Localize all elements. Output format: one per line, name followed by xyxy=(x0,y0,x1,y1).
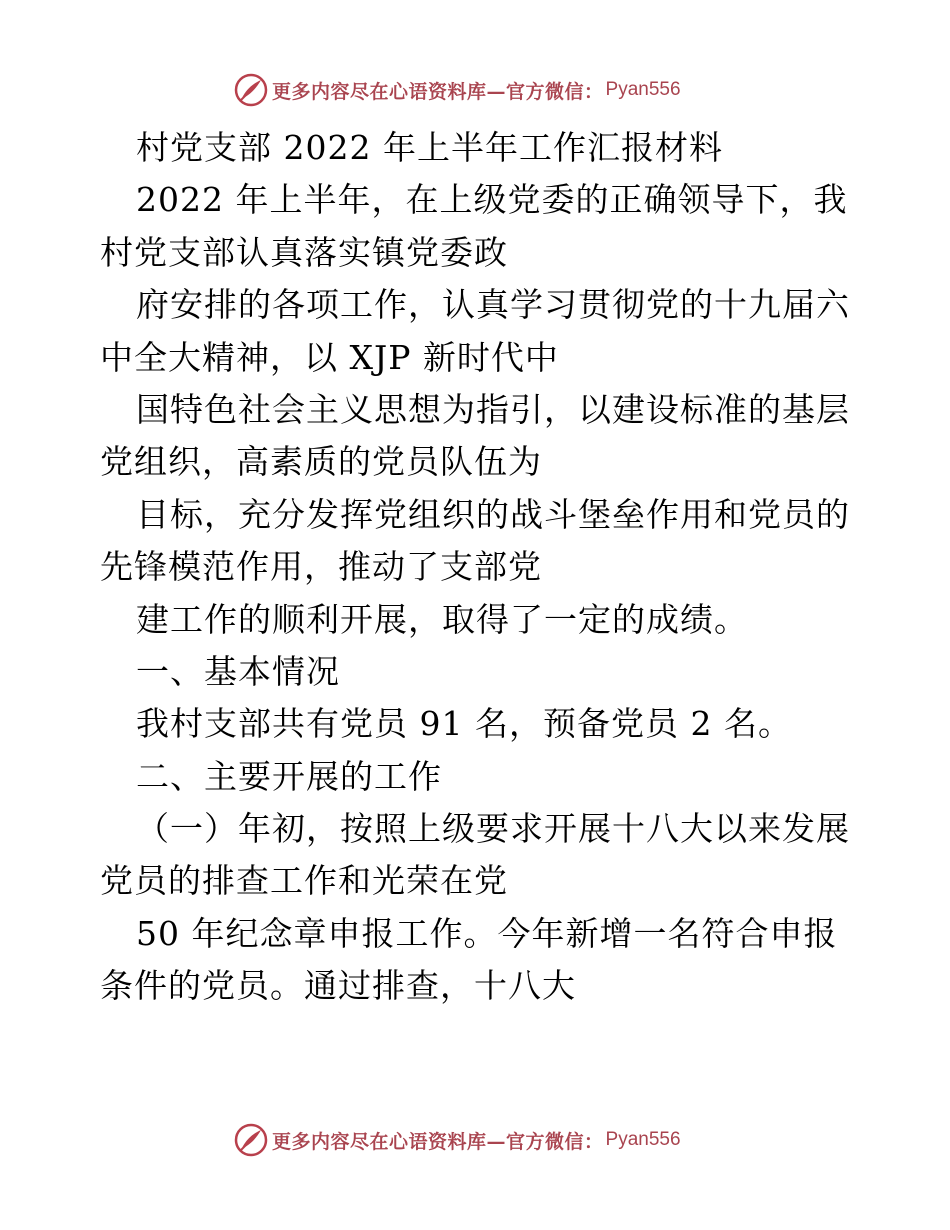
document-body xyxy=(100,122,860,1013)
text-line: 我村支部共有党员 91 名，预备党员 2 名。 xyxy=(136,704,792,744)
text-line: （一）年初，按照上级要求开展十八大以来发展 xyxy=(136,809,850,849)
text-line: 村党支部认真落实镇党委政 xyxy=(100,232,508,272)
quill-pen-logo-icon xyxy=(234,73,268,107)
watermark-text: 更多内容尽在心语资料库—官方微信： xyxy=(272,80,604,103)
watermark-text: 更多内容尽在心语资料库—官方微信： xyxy=(272,1130,604,1153)
watermark-wechat-id: Pyan556 xyxy=(605,1129,681,1150)
text-line: 一、基本情况 xyxy=(136,651,340,691)
text-line: 目标，充分发挥党组织的战斗堡垒作用和党员的 xyxy=(136,494,850,534)
text-line: 村党支部 2022 年上半年工作汇报材料 xyxy=(136,128,723,167)
text-line: 府安排的各项工作，认真学习贯彻党的十九届六 xyxy=(136,285,850,325)
text-line: 中全大精神，以 XJP 新时代中 xyxy=(100,337,559,377)
text-line: 2022 年上半年，在上级党委的正确领导下，我 xyxy=(136,180,848,220)
text-line: 50 年纪念章申报工作。今年新增一名符合申报 xyxy=(136,913,838,953)
text-line: 建工作的顺利开展，取得了一定的成绩。 xyxy=(136,599,748,639)
text-line: 二、主要开展的工作 xyxy=(136,756,442,796)
text-line: 国特色社会主义思想为指引，以建设标准的基层 xyxy=(136,389,850,429)
quill-pen-logo-icon xyxy=(234,1123,268,1157)
text-line: 党员的排查工作和光荣在党 xyxy=(100,861,508,901)
header-watermark xyxy=(234,72,681,108)
text-line: 党组织，高素质的党员队伍为 xyxy=(100,442,542,482)
text-line: 先锋模范作用，推动了支部党 xyxy=(100,547,542,587)
watermark-wechat-id: Pyan556 xyxy=(605,79,681,100)
footer-watermark xyxy=(234,1122,681,1158)
text-line: 条件的党员。通过排查，十八大 xyxy=(100,966,576,1006)
